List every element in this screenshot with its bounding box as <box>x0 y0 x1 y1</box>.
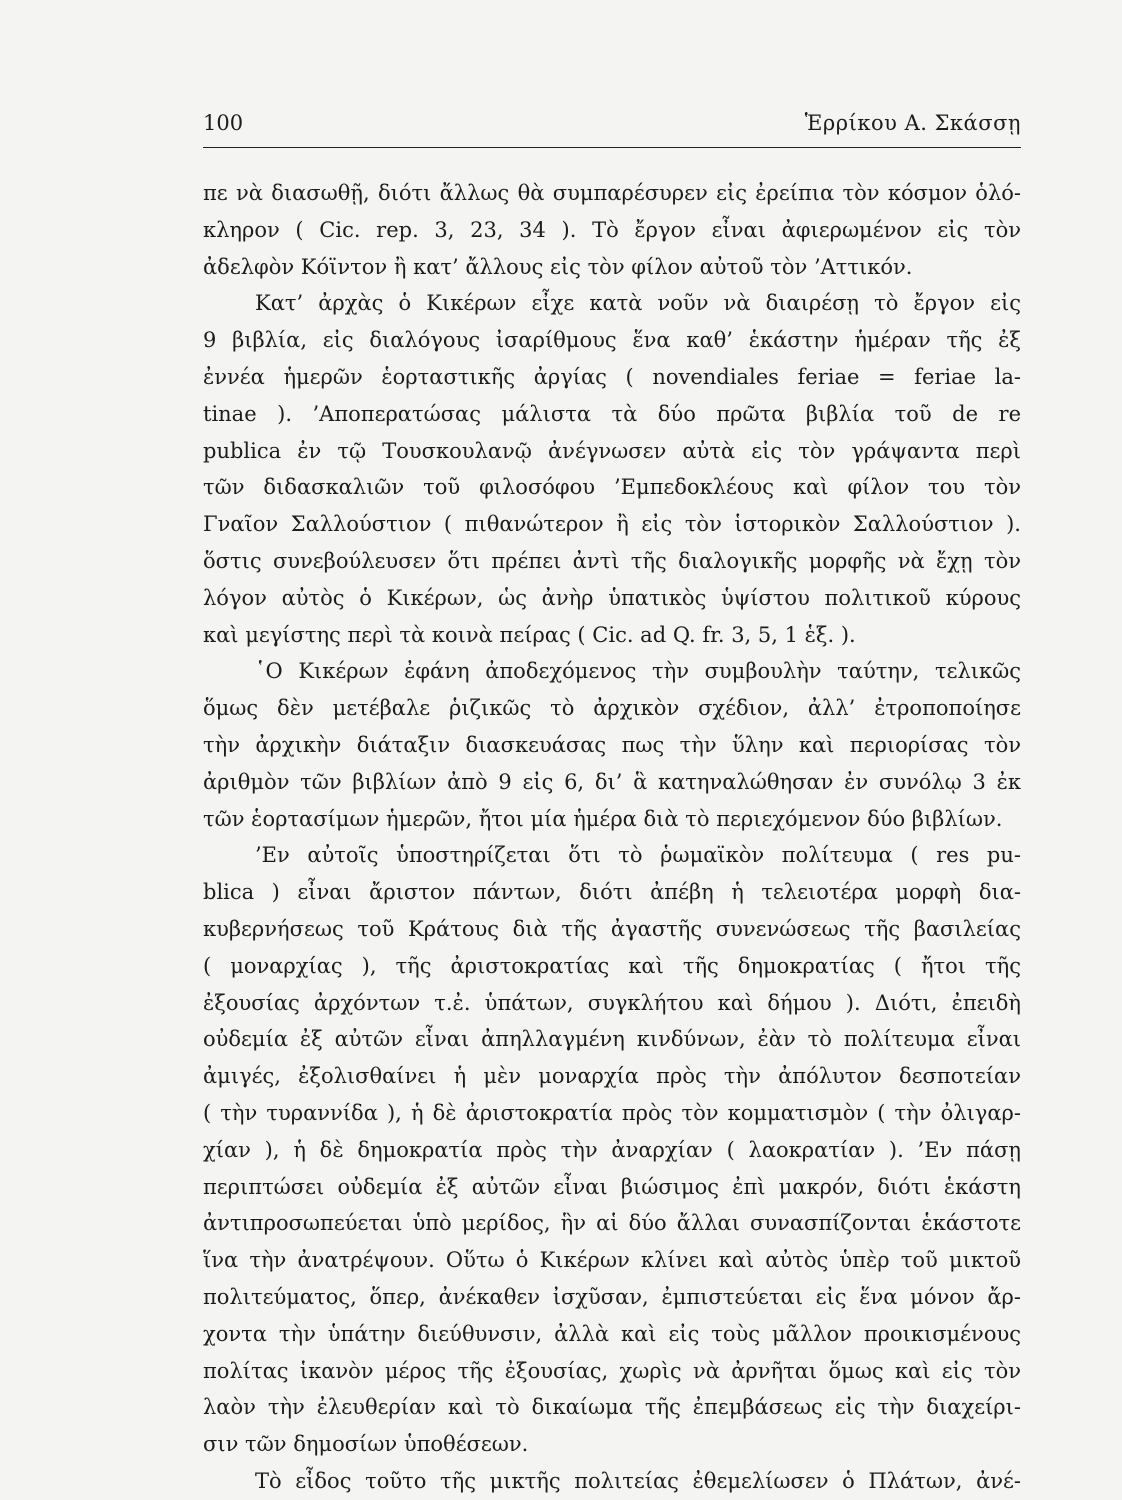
text-line: Τὸ εἶδος τοῦτο τῆς μικτῆς πολιτείας ἐθεμελίωσεν ὁ Πλάτων, ἀνέ- <box>255 1468 1021 1493</box>
page-header <box>203 108 1021 138</box>
text-line: publica ἐν τῷ Τουσκουλανῷ ἀνέγνωσεν αὐτὰ εἰς τὸν γράψαντα περὶ <box>203 438 1021 463</box>
text-line: ἀμιγές, ἐξολισθαίνει ἡ μὲν μοναρχία πρὸς τὴν ἀπόλυτον δεσποτείαν <box>203 1064 1021 1089</box>
text-line: tinae ). ’Αποπερατώσας μάλιστα τὰ δύο πρῶτα βιβλία τοῦ de re <box>203 401 1021 426</box>
text-line: τῶν διδασκαλιῶν τοῦ φιλοσόφου ’Εμπεδοκλέους καὶ φίλον του τὸν <box>203 475 1021 500</box>
text-line: ἵνα τὴν ἀνατρέψουν. Οὕτω ὁ Κικέρων κλίνει καὶ αὐτὸς ὑπὲρ τοῦ μικτοῦ <box>203 1248 1021 1273</box>
text-line: ἀντιπροσωπεύεται ὑπὸ μερίδος, ἣν αἱ δύο ἄλλαι συνασπίζονται ἑκάστοτε <box>203 1211 1021 1236</box>
text-line: ῾Ο Κικέρων ἐφάνη ἀποδεχόμενος τὴν συμβουλὴν ταύτην, τελικῶς <box>255 659 1021 684</box>
text-line: ( τὴν τυραννίδα ), ἡ δὲ ἀριστοκρατία πρὸς τὸν κομματισμὸν ( τὴν ὀλιγαρ- <box>203 1100 1021 1125</box>
text-line: κυβερνήσεως τοῦ Κράτους διὰ τῆς ἀγαστῆς συνενώσεως τῆς βασιλείας <box>203 916 1021 941</box>
text-line: πε νὰ διασωθῇ, διότι ἄλλως θὰ συμπαρέσυρεν εἰς ἐρείπια τὸν κόσμον ὁλό- <box>203 181 1021 205</box>
body-text <box>203 175 1021 1500</box>
text-line: 9 βιβλία, εἰς διαλόγους ἰσαρίθμους ἕνα καθ’ ἑκάστην ἡμέραν τῆς ἐξ <box>203 328 1021 353</box>
text-line: blica ) εἶναι ἄριστον πάντων, διότι ἀπέβη ἡ τελειοτέρα μορφὴ δια- <box>203 880 1021 905</box>
page-number: 100 <box>203 111 244 135</box>
text-line: τὴν ἀρχικὴν διάταξιν διασκευάσας πως τὴν ὕλην καὶ περιορίσας τὸν <box>203 732 1021 757</box>
text-line: κληρον ( Cic. rep. 3, 23, 34 ). Τὸ ἔργον εἶναι ἀφιερωμένον εἰς τὸν <box>203 217 1021 242</box>
text-line: ὅμως δὲν μετέβαλε ῥιζικῶς τὸ ἀρχικὸν σχέδιον, ἀλλ’ ἐτροποποίησε <box>203 696 1021 721</box>
text-line: ἀριθμὸν τῶν βιβλίων ἀπὸ 9 εἰς 6, δι’ ἃ κατηναλώθησαν ἐν συνόλῳ 3 ἐκ <box>203 769 1021 794</box>
text-line: ἐξουσίας ἀρχόντων τ.ἐ. ὑπάτων, συγκλήτου καὶ δήμου ). Διότι, ἐπειδὴ <box>203 990 1021 1015</box>
text-line: Κατ’ ἀρχὰς ὁ Κικέρων εἶχε κατὰ νοῦν νὰ διαιρέσῃ τὸ ἔργον εἰς <box>255 291 1021 316</box>
text-line: ἐννέα ἡμερῶν ἑορταστικῆς ἀργίας ( novendiales feriae = feriae la- <box>203 364 1021 389</box>
text-line: περιπτώσει οὐδεμία ἐξ αὐτῶν εἶναι βιώσιμος ἐπὶ μακρόν, διότι ἑκάστη <box>203 1174 1021 1199</box>
text-line: πολιτεύματος, ὅπερ, ἀνέκαθεν ἰσχῦσαν, ἐμπιστεύεται εἰς ἕνα μόνον ἄρ- <box>203 1284 1021 1309</box>
text-line: ( μοναρχίας ), τῆς ἀριστοκρατίας καὶ τῆς δημοκρατίας ( ἤτοι τῆς <box>203 953 1021 978</box>
text-line: λόγον αὐτὸς ὁ Κικέρων, ὡς ἀνὴρ ὑπατικὸς ὑψίστου πολιτικοῦ κύρους <box>203 585 1021 610</box>
text-line: ἀδελφὸν Κόϊντον ἢ κατ’ ἄλλους εἰς τὸν φίλον αὐτοῦ τὸν ’Αττικόν. <box>203 254 913 279</box>
text-line: οὐδεμία ἐξ αὐτῶν εἶναι ἀπηλλαγμένη κινδύνων, ἐὰν τὸ πολίτευμα εἶναι <box>203 1027 1021 1052</box>
text-line: Γναῖον Σαλλούστιον ( πιθανώτερον ἢ εἰς τὸν ἱστορικὸν Σαλλούστιον ). <box>203 512 1021 537</box>
text-line: ’Εν αὐτοῖς ὑποστηρίζεται ὅτι τὸ ῥωμαϊκὸν πολίτευμα ( res pu- <box>255 843 1021 868</box>
running-head: Ἑρρίκου Α. Σκάσσῃ <box>804 111 1021 135</box>
header-rule <box>203 147 1021 148</box>
text-line: ὅστις συνεβούλευσεν ὅτι πρέπει ἀντὶ τῆς διαλογικῆς μορφῆς νὰ ἔχῃ τὸν <box>203 548 1021 573</box>
text-line: τῶν ἑορτασίμων ἡμερῶν, ἤτοι μία ἡμέρα διὰ τὸ περιεχόμενον δύο βιβλίων. <box>203 806 1003 831</box>
text-line: χοντα τὴν ὑπάτην διεύθυνσιν, ἀλλὰ καὶ εἰς τοὺς μᾶλλον προικισμένους <box>203 1321 1021 1346</box>
text-line: καὶ μεγίστης περὶ τὰ κοινὰ πείρας ( Cic. ad Q. fr. 3, 5, 1 ἑξ. ). <box>203 622 856 647</box>
text-line: πολίτας ἱκανὸν μέρος τῆς ἐξουσίας, χωρὶς νὰ ἀρνῆται ὅμως καὶ εἰς τὸν <box>203 1358 1021 1383</box>
text-line: λαὸν τὴν ἐλευθερίαν καὶ τὸ δικαίωμα τῆς ἐπεμβάσεως εἰς τὴν διαχείρι- <box>203 1395 1021 1420</box>
text-line: σιν τῶν δημοσίων ὑποθέσεων. <box>203 1432 529 1457</box>
text-line: χίαν ), ἡ δὲ δημοκρατία πρὸς τὴν ἀναρχίαν ( λαοκρατίαν ). ’Εν πάσῃ <box>203 1137 1021 1162</box>
